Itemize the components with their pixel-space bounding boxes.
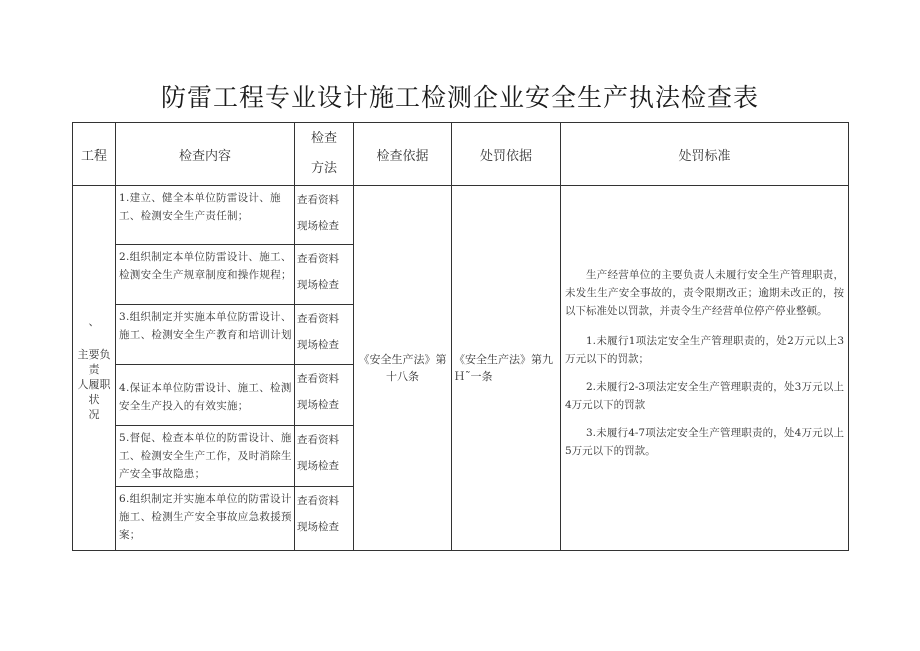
table-row <box>73 186 849 245</box>
method-onsite: 现场检查 <box>297 279 339 291</box>
inspection-table <box>72 122 849 551</box>
item-content: 5.督促、检查本单位的防雷设计、施工、检测安全生产工作，及时消除生产安全事故隐患； <box>116 426 295 487</box>
header-content: 检查内容 <box>116 123 295 186</box>
header-method-line1: 检查 <box>310 131 337 146</box>
table-header-row <box>73 123 849 186</box>
penalty-rule-3: 3.未履行4-7项法定安全生产管理职责的，处4万元以上5万元以下的罚款。 <box>565 427 844 457</box>
header-method <box>295 123 354 186</box>
item-method <box>295 365 354 426</box>
item-method <box>295 487 354 551</box>
inspection-basis-cell: 《安全生产法》第十八条 <box>354 186 452 551</box>
method-review: 查看资料 <box>297 313 339 325</box>
project-line1: 主要负责 <box>77 348 111 376</box>
method-onsite: 现场检查 <box>297 399 339 411</box>
header-penalty-basis: 处罚依据 <box>452 123 561 186</box>
penalty-standard-cell <box>561 186 849 551</box>
item-content: 6.组织制定并实施本单位的防雷设计施工、检测生产安全事故应急救援预案； <box>116 487 295 551</box>
project-line3: 况 <box>88 408 100 421</box>
project-line2: 人履职状 <box>77 378 111 406</box>
header-penalty-standard: 处罚标准 <box>561 123 849 186</box>
item-content: 4.保证本单位防雷设计、施工、检测安全生产投入的有效实施； <box>116 365 295 426</box>
method-review: 查看资料 <box>297 434 339 446</box>
project-cell <box>73 186 116 551</box>
header-basis: 检查依据 <box>354 123 452 186</box>
header-method-line2: 方法 <box>310 161 337 176</box>
penalty-intro: 生产经营单位的主要负责人未履行安全生产管理职责，未发生生产安全事故的，责令限期改正；逾期未改正的，按以下标准处以罚款，并责令生产经营单位停产停业整顿。 <box>565 269 844 317</box>
item-method <box>295 426 354 487</box>
method-onsite: 现场检查 <box>297 460 339 472</box>
item-content: 1.建立、健全本单位防雷设计、施工、检测安全生产责任制； <box>116 186 295 245</box>
method-onsite: 现场检查 <box>297 521 339 533</box>
method-onsite: 现场检查 <box>297 220 339 232</box>
item-content: 2.组织制定本单位防雷设计、施工、检测安全生产规章制度和操作规程； <box>116 245 295 305</box>
item-method <box>295 245 354 305</box>
penalty-rule-2: 2.未履行2-3项法定安全生产管理职责的，处3万元以上4万元以下的罚款 <box>565 381 844 411</box>
method-review: 查看资料 <box>297 373 339 385</box>
project-mark: 、 <box>88 315 100 328</box>
penalty-rule-1: 1.未履行1项法定安全生产管理职责的，处2万元以上3万元以下的罚款； <box>565 335 844 365</box>
penalty-basis-cell: 《安全生产法》第九Ｈ˜一条 <box>452 186 561 551</box>
page-title: 防雷工程专业设计施工检测企业安全生产执法检查表 <box>160 83 759 112</box>
header-project: 工程 <box>73 123 116 186</box>
item-content: 3.组织制定并实施本单位防雷设计、施工、检测安全生产教育和培训计划 <box>116 305 295 365</box>
item-method <box>295 186 354 245</box>
item-method <box>295 305 354 365</box>
method-review: 查看资料 <box>297 253 339 265</box>
method-review: 查看资料 <box>297 194 339 206</box>
method-review: 查看资料 <box>297 495 339 507</box>
method-onsite: 现场检查 <box>297 339 339 351</box>
